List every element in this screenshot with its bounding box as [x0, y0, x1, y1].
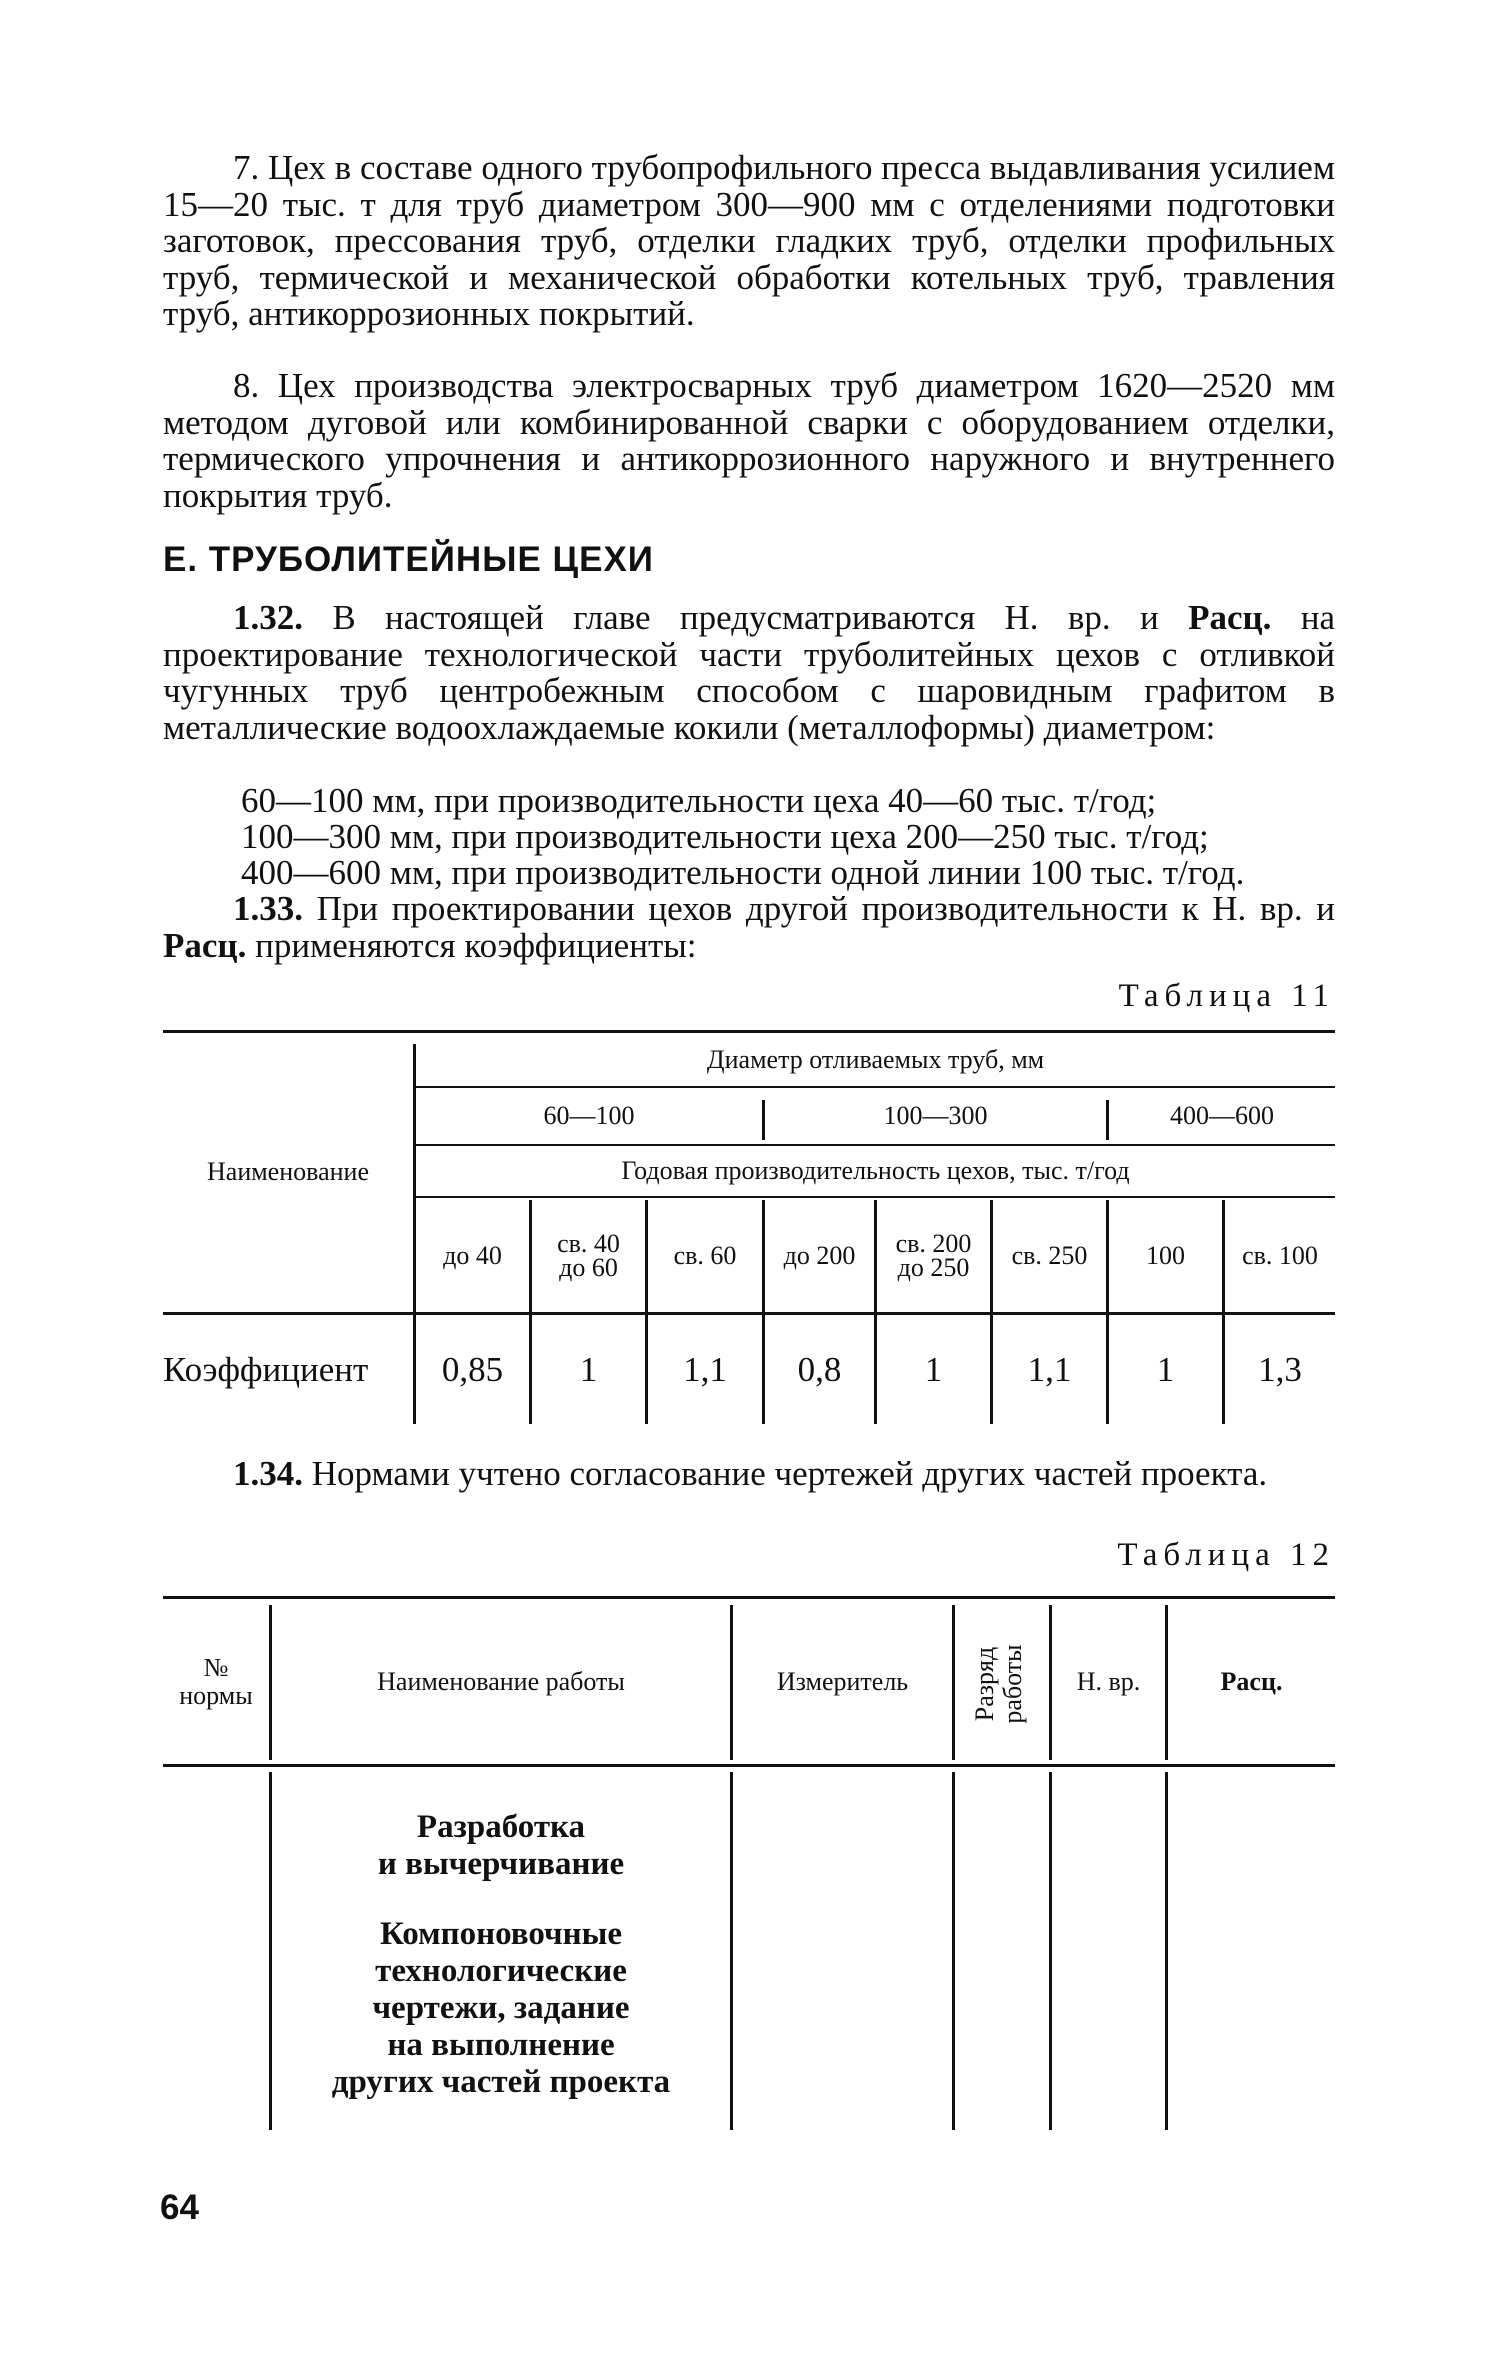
table-12-header-rule — [163, 1764, 1335, 1767]
table-11-subcol-7: 100 — [1146, 1241, 1185, 1270]
table-12-subsection-title: Компоновочные технологические чертежи, задание на выполнение других частей проекта — [331, 1916, 671, 2100]
table-11-group-100-300: 100—300 — [883, 1101, 988, 1130]
paragraph-item-7: 7. Цех в составе одного трубопрофильного пресса выдавливания усилием 15—20 тыс. т для труб диаметром 300—900 мм с отделениями подготовки заготовок, прессования труб, отделки гладких труб, отделки профильных труб, термической и механической обработки котельных труб, травления труб, антикоррозионных покрытий. — [163, 148, 1335, 333]
table-11-subcol-6: св. 250 — [1011, 1241, 1088, 1270]
paragraph-1-32: 1.32. В настоящей главе предусматриваются Н. вр. и Расц. на проектирование технологической части труболитейных цехов с отливкой чугунных труб центробежным способом с шаровидным графитом в металлические водоохлаждаемые кокили (металлоформы) диаметром: — [163, 598, 1336, 747]
table-12-header-number: № нормы — [179, 1653, 253, 1710]
table-11-value: 1,1 — [683, 1350, 727, 1389]
table-12-header-unit: Измеритель — [776, 1667, 909, 1696]
table-11-subcol-4: до 200 — [783, 1241, 856, 1270]
table-11-group-60-100: 60—100 — [543, 1101, 635, 1130]
table-12-header-rate: Расц. — [1220, 1667, 1283, 1696]
table-11-row-label: Коэффициент — [163, 1350, 369, 1389]
table-12-rule — [952, 1605, 955, 1760]
diameter-range-1: 60—100 мм, при производительности цеха 40—60 тыс. т/год; — [241, 781, 1157, 820]
table-12-top-rule — [163, 1596, 1335, 1599]
table-11-value: 1,1 — [1027, 1350, 1072, 1389]
table-11-productivity-header: Годовая производительность цехов, тыс. т/год — [621, 1156, 1130, 1185]
table-12-rule — [730, 1772, 733, 2130]
table-12-header-time: Н. вр. — [1076, 1667, 1141, 1696]
table-11-value: 0,8 — [797, 1350, 842, 1389]
paragraph-1-34: 1.34. Нормами учтено согласование чертежей других частей проекта. — [233, 1454, 1268, 1493]
paragraph-item-8: 8. Цех производства электросварных труб диаметром 1620—2520 мм методом дуговой или комбинированной сварки с оборудованием отделки, термического упрочнения и антикоррозионного наружного и внутреннего покрытия труб. — [163, 366, 1335, 515]
diameter-range-3: 400—600 мм, при производительности одной линии 100 тыс. т/год. — [241, 853, 1245, 892]
table-11-value: 0,85 — [441, 1350, 504, 1389]
table-11-caption: Таблица 11 — [1118, 978, 1335, 1014]
table-11-value: 1,3 — [1258, 1350, 1302, 1389]
diameter-range-2: 100—300 мм, при производительности цеха 200—250 тыс. т/год; — [241, 817, 1209, 856]
table-11-diameter-header: Диаметр отливаемых труб, мм — [706, 1045, 1045, 1074]
paragraph-1-33: 1.33. При проектировании цехов другой производительности к Н. вр. и Расц. применяются коэффициенты: — [163, 889, 1335, 965]
table-11-subcol-5: св. 200 до 250 — [895, 1229, 972, 1282]
table-11-value: 1 — [579, 1350, 598, 1389]
table-12-header-grade: Разряд работы — [970, 1644, 1027, 1724]
table-11-name-header: Наименование — [207, 1157, 369, 1186]
section-heading: Е. ТРУБОЛИТЕЙНЫЕ ЦЕХИ — [163, 540, 654, 579]
table-11-group-400-600: 400—600 — [1170, 1101, 1274, 1130]
table-11-header-rule — [163, 1312, 1335, 1315]
table-11-value: 1 — [924, 1350, 943, 1389]
table-11-value: 1 — [1156, 1350, 1175, 1389]
table-11-subcol-2: св. 40 до 60 — [557, 1229, 620, 1282]
table-12-rule — [952, 1772, 955, 2130]
table-11-subcol-8: св. 100 — [1242, 1241, 1318, 1270]
table-12-section-title: Разработка и вычерчивание — [377, 1809, 625, 1882]
table-11-top-rule — [163, 1030, 1335, 1033]
table-11-subcol-3: св. 60 — [673, 1241, 737, 1270]
table-12-header-work: Наименование работы — [377, 1667, 625, 1696]
page-number: 64 — [160, 2188, 199, 2227]
table-12-rule — [1165, 1772, 1168, 2130]
table-12-caption: Таблица 12 — [1117, 1537, 1335, 1573]
table-11-rule — [413, 1196, 1335, 1198]
table-11-subcol-1: до 40 — [443, 1241, 502, 1270]
table-12-rule — [1049, 1772, 1052, 2130]
